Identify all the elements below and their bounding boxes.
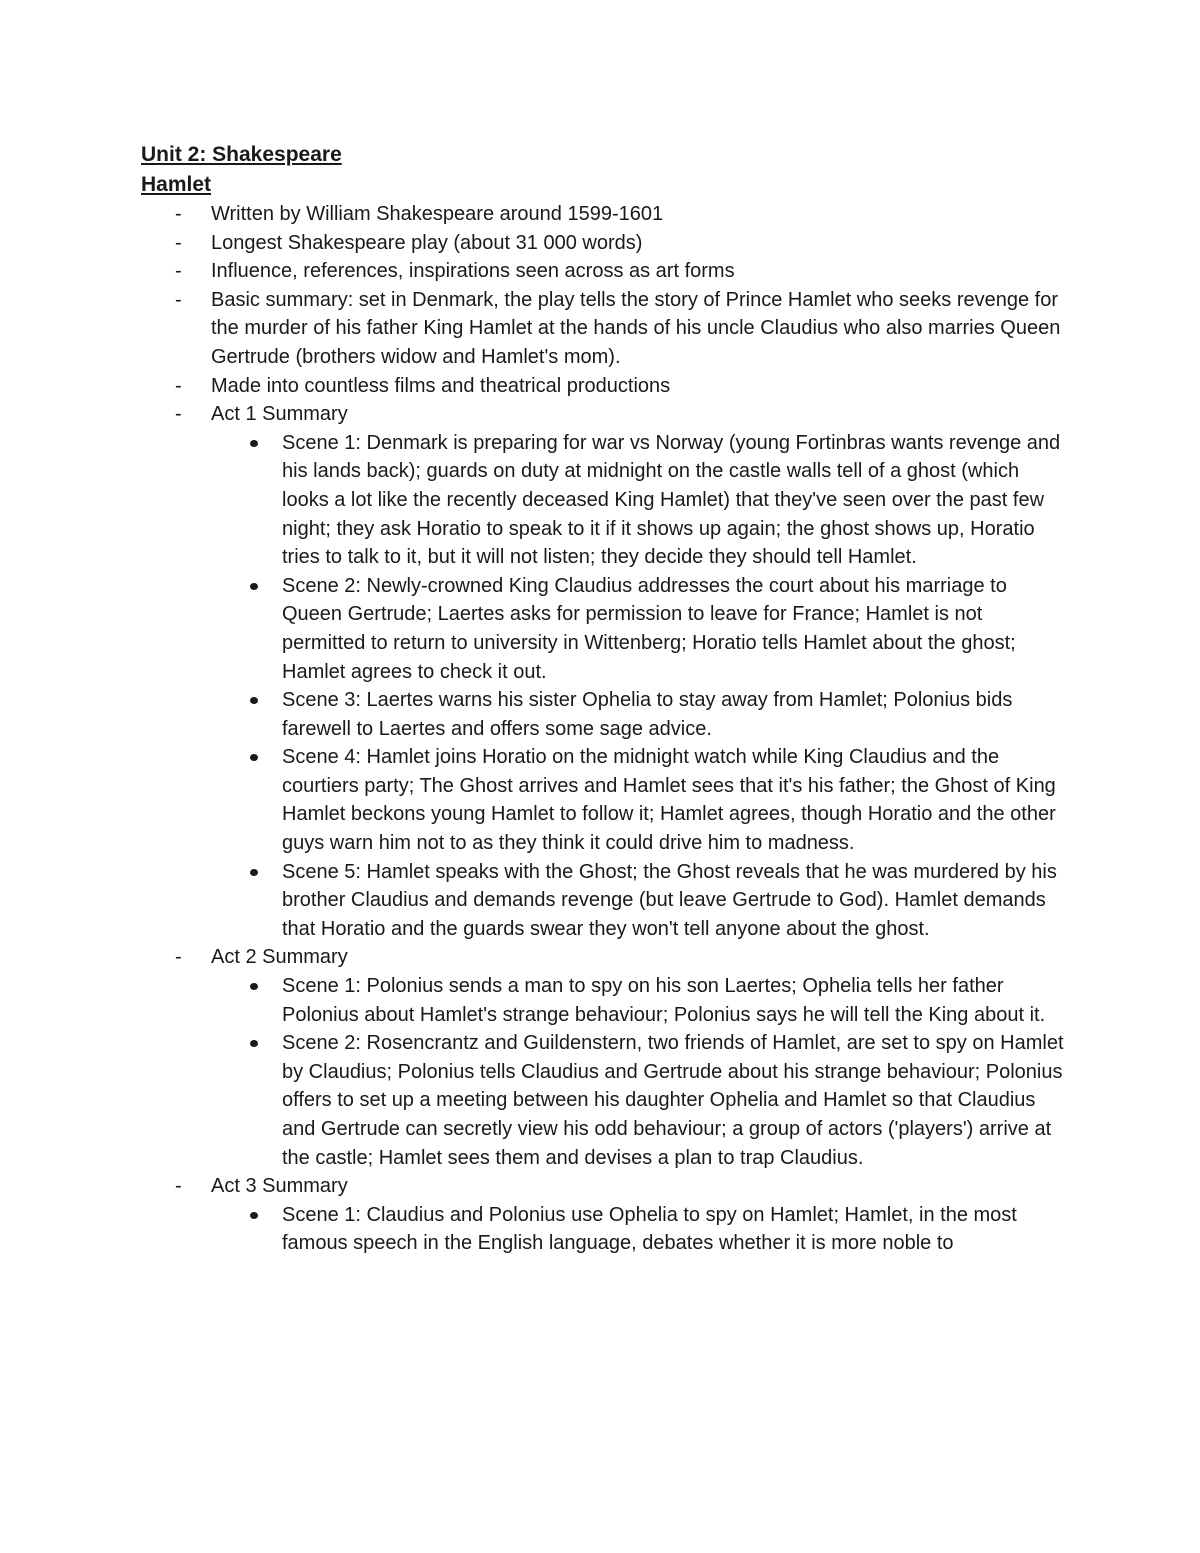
act-2-scenes xyxy=(211,972,1066,1172)
dash-marker: - xyxy=(175,260,182,283)
bullet-icon xyxy=(250,983,258,990)
bullet-icon xyxy=(250,440,258,447)
bullet-icon xyxy=(250,697,258,704)
dash-marker: - xyxy=(175,403,182,426)
act-3-item xyxy=(141,1172,1066,1258)
document-page xyxy=(141,140,1066,1258)
scene-item xyxy=(211,1029,1066,1172)
scene-item xyxy=(211,858,1066,944)
act-heading: Act 3 Summary xyxy=(211,1175,348,1198)
unit-title: Unit 2: Shakespeare xyxy=(141,143,342,166)
list-item-text: Basic summary: set in Denmark, the play tells the story of Prince Hamlet who seeks revenge for the murder of his father King Hamlet at the hands of his uncle Claudius who also marries Queen Gertrude (brothers widow and Hamlet's mom). xyxy=(211,288,1061,368)
notes-list xyxy=(141,200,1066,1258)
dash-marker: - xyxy=(175,231,182,254)
dash-marker: - xyxy=(175,288,182,311)
list-item xyxy=(141,286,1066,372)
dash-marker: - xyxy=(175,946,182,969)
section-title: Hamlet xyxy=(141,173,212,196)
act-1-item xyxy=(141,400,1066,943)
list-item xyxy=(141,257,1066,286)
scene-text: Scene 1: Polonius sends a man to spy on his son Laertes; Ophelia tells her father Polonius about Hamlet's strange behaviour; Polonius says he will tell the King about it. xyxy=(282,975,1046,1026)
list-item-text: Influence, references, inspirations seen across as art forms xyxy=(211,260,735,283)
act-1-scenes xyxy=(211,429,1066,944)
bullet-icon xyxy=(250,869,258,876)
dash-marker: - xyxy=(175,1175,182,1198)
bullet-icon xyxy=(250,583,258,590)
list-item xyxy=(141,372,1066,401)
scene-text: Scene 3: Laertes warns his sister Ophelia to stay away from Hamlet; Polonius bids farewell to Laertes and offers some sage advice. xyxy=(282,689,1013,740)
scene-text: Scene 2: Newly-crowned King Claudius addresses the court about his marriage to Queen Gertrude; Laertes asks for permission to leave for France; Hamlet is not permitted to return to university in Wittenberg; Horatio tells Hamlet about the ghost; Hamlet agrees to check it out. xyxy=(282,574,1016,683)
scene-text: Scene 1: Claudius and Polonius use Ophelia to spy on Hamlet; Hamlet, in the most famous speech in the English language, debates whether it is more noble to xyxy=(282,1203,1017,1255)
bullet-icon xyxy=(250,1040,258,1047)
act-2-item xyxy=(141,943,1066,1172)
scene-item xyxy=(211,743,1066,857)
dash-marker: - xyxy=(175,374,182,397)
scene-text: Scene 1: Denmark is preparing for war vs Norway (young Fortinbras wants revenge and his lands back); guards on duty at midnight on the castle walls tell of a ghost (which looks a lot like the recently deceased King Hamlet) that they've seen over the past few night; they ask Horatio to speak to it if it shows up again; the ghost shows up, Horatio tries to talk to it, but it will not listen; they decide they should tell Hamlet. xyxy=(282,431,1061,569)
scene-text: Scene 5: Hamlet speaks with the Ghost; the Ghost reveals that he was murdered by his brother Claudius and demands revenge (but leave Gertrude to God). Hamlet demands that Horatio and the guards swear they won't tell anyone about the ghost. xyxy=(282,860,1057,940)
dash-marker: - xyxy=(175,203,182,225)
list-item xyxy=(141,200,1066,229)
scene-item xyxy=(211,572,1066,686)
scene-text: Scene 2: Rosencrantz and Guildenstern, two friends of Hamlet, are set to spy on Hamlet by Claudius; Polonius tells Claudius and Gertrude about his strange behaviour; Polonius offers to set up a meeting between his daughter Ophelia and Hamlet so that Claudius and Gertrude can secretly view his odd behaviour; a group of actors ('players') arrive at the castle; Hamlet sees them and devises a plan to trap Claudius. xyxy=(282,1032,1064,1169)
act-heading: Act 2 Summary xyxy=(211,946,348,969)
bullet-icon xyxy=(250,754,258,761)
list-item-text: Longest Shakespeare play (about 31 000 words) xyxy=(211,231,643,254)
bullet-icon xyxy=(250,1212,258,1219)
act-3-scenes xyxy=(211,1201,1066,1258)
scene-item xyxy=(211,1201,1066,1258)
act-heading: Act 1 Summary xyxy=(211,403,348,426)
list-item-text: Written by William Shakespeare around 1599-1601 xyxy=(211,203,664,225)
scene-item xyxy=(211,972,1066,1029)
scene-item xyxy=(211,429,1066,572)
list-item xyxy=(141,229,1066,258)
scene-item xyxy=(211,686,1066,743)
list-item-text: Made into countless films and theatrical productions xyxy=(211,374,671,397)
scene-text: Scene 4: Hamlet joins Horatio on the midnight watch while King Claudius and the courtiers party; The Ghost arrives and Hamlet sees that it's his father; the Ghost of King Hamlet beckons young Hamlet to follow it; Hamlet agrees, though Horatio and the other guys warn him not to as they think it could drive him to madness. xyxy=(282,746,1056,855)
